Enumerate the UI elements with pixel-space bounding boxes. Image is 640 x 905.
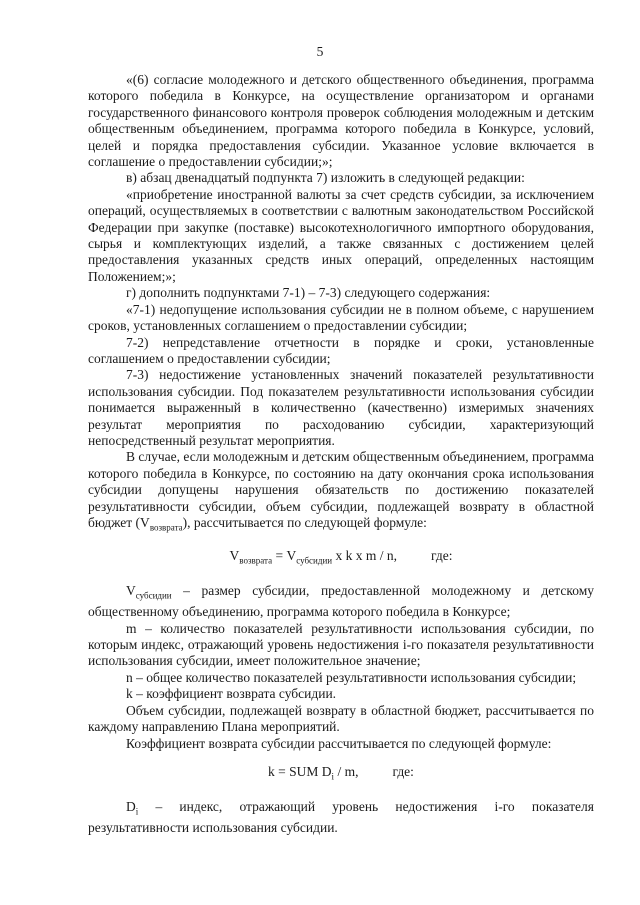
document-body xyxy=(88,72,594,837)
paragraph-text: ), рассчитывается по следующей формуле: xyxy=(182,514,427,530)
paragraph: 7-2) непредставление отчетности в порядке и сроки, установленные соглашением о предоставлении субсидии; xyxy=(88,334,594,366)
subscript: возврата xyxy=(239,555,273,566)
paragraph: «приобретение иностранной валюты за счет средств субсидии, за исключением операций, осуществляемых в соответствии с валютным законодательством Российской Федерации при закупке (поставке) высокотехнологичного импортного оборудования, сырья и комплектующих изделий, а также связанных с достижением целей предоставления указанных средств иных операций, определенных настоящим Положением;»; xyxy=(88,186,594,284)
paragraph: «7-1) недопущение использования субсидии не в полном объеме, с нарушением сроков, установленных соглашением о предоставлении субсидии; xyxy=(88,301,594,334)
definition-k: k – коэффициент возврата субсидии. xyxy=(126,686,337,702)
subscript: субсидии xyxy=(296,555,333,566)
subscript: возврата xyxy=(149,522,183,533)
paragraph: «(6) согласие молодежного и детского общественного объединения, программа которого победила в Конкурсе, на осуществление организатором и органами государственного финансового контроля проверок соблюдения молодежным и детским общественным объединением, программа которого победила в Конкурсе, условий, целей и порядка предоставления субсидии. Указанное условие включается в соглашение о предоставлении субсидии;»; xyxy=(88,72,594,170)
subscript: i xyxy=(331,771,335,782)
definition-v-subsidii: $V_{субсидии}$ – размер субсидии, предоставленной молодежному и детскому общественному объединению, программа которого победила в Конкурсе; xyxy=(88,583,594,620)
paragraph: Объем субсидии, подлежащей возврату в областной бюджет, рассчитывается по каждому направлению Плана мероприятий. xyxy=(88,702,594,735)
subscript: i xyxy=(135,806,139,817)
paragraph: Коэффициент возврата субсидии рассчитывается по следующей формуле: xyxy=(126,735,552,751)
paragraph xyxy=(88,449,594,536)
paragraph: 7-3) недостижение установленных значений показателей результативности использования субсидии. Под показателем результативности использования субсидии понимается выраженный в количественно (качественно) измеримых значениях результат мероприятия по расходованию субсидии, характеризующий непосредственный результат мероприятия. xyxy=(88,367,594,448)
definition-m: m – количество показателей результативности использования субсидии, по которым индекс, отражающий уровень недостижения i-го показателя результативности использования субсидии, имеет положительное значение; xyxy=(88,620,594,669)
formula-where: где: xyxy=(392,763,414,779)
formula-where: где: xyxy=(430,548,453,564)
paragraph: в) абзац двенадцатый подпункта 7) изложить в следующей редакции: xyxy=(126,170,525,186)
formula-refund-volume: $V_{возврата} = V_{субсидии}$ x k x m / n, где: xyxy=(229,548,453,566)
page-number: 5 xyxy=(316,44,324,59)
definition-d-i: $D_i$ – индекс, отражающий уровень недостижения i-го показателя результативности использования субсидии. xyxy=(88,799,594,836)
subscript: субсидии xyxy=(135,590,172,601)
definition-n: n – общее количество показателей результативности использования субсидии; xyxy=(126,669,577,685)
paragraph-text: В случае, если молодежным и детским общественным объединением, программа которого победила в Конкурсе, по состоянию на дату окончания срока использования субсидии допущены нарушения обязательств по достижению показателей результативности субсидии, объем субсидии, подлежащей возврату в областной бюджет (V xyxy=(88,449,594,530)
paragraph: г) дополнить подпунктами 7-1) – 7-3) следующего содержания: xyxy=(126,285,491,301)
formula-return-coefficient: k = SUM $D_i$ / m, где: xyxy=(268,763,414,782)
